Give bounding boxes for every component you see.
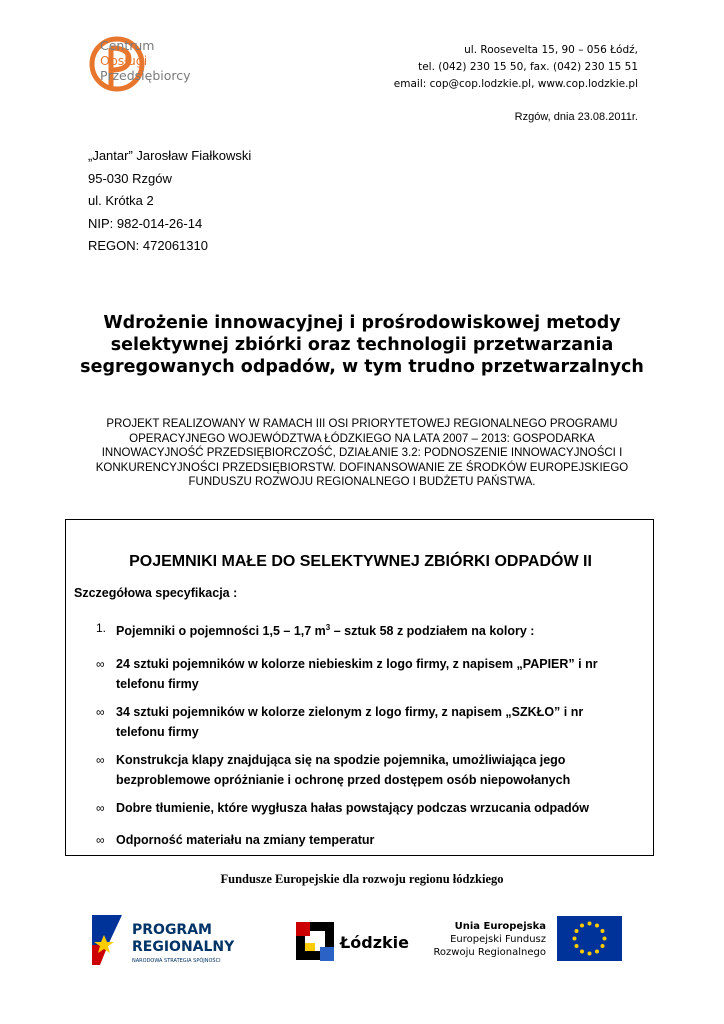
recipient-nip: NIP: 982-014-26-14 <box>88 215 203 231</box>
list-item <box>96 798 626 818</box>
specification-box <box>65 519 654 856</box>
list-item <box>96 702 626 742</box>
infinity-bullet-icon: ∞ <box>96 753 105 767</box>
eu-star-icon <box>595 950 599 954</box>
recipient-name: „Jantar” Jarosław Fiałkowski <box>88 148 252 163</box>
project-info: PROJEKT REALIZOWANY W RAMACH III OSI PRIORYTETOWEJ REGIONALNEGO PROGRAMU OPERACYJNEGO WOJEWÓDZTWA ŁÓDZKIEGO NA LATA 2007 – 2013: GOSPODARKA INNOWACYJNOŚĆ PRZEDSIĘBIORCZOŚĆ, DZIAŁANIE 3.2: PODNOSZENIE INNOWACYJNOŚCI I KONKURENCYJNOŚCI PRZEDSIĘBIORSTW. DOFINANSOWANIE ZE ŚRODKÓW EUROPEJSKIEGO FUNDUSZU ROZWOJU REGIONALNEGO I BUDŻETU PAŃSTWA. <box>95 418 629 488</box>
recipient-postal: 95-030 Rzgów <box>88 170 172 186</box>
spec-label: Szczegółowa specyfikacja : <box>74 586 238 600</box>
eu-line-3: Rozwoju Regionalnego <box>433 947 546 958</box>
eu-star-icon <box>580 924 584 928</box>
eu-star-icon <box>601 944 605 948</box>
list-item <box>96 750 626 790</box>
eu-star-icon <box>573 937 577 941</box>
infinity-bullet-icon: ∞ <box>96 705 105 719</box>
item1-sup: 3 <box>325 623 331 632</box>
infinity-bullet-icon: ∞ <box>96 657 105 671</box>
item1-text-a: Pojemniki o pojemności 1,5 – 1,7 m <box>116 624 326 639</box>
list-item-text: Odporność materiału na zmiany temperatur <box>116 833 375 847</box>
eu-flag-icon <box>557 916 622 961</box>
list-item-1 <box>96 618 626 641</box>
eu-star-icon <box>601 929 605 933</box>
list-item-text: Konstrukcja klapy znajdująca się na spodzie pojemnika, umożliwiająca jego bezproblemowe opróżnianie i ochronę przed dostępem osób niepowołanych <box>116 753 571 787</box>
eu-star-icon <box>580 950 584 954</box>
contact-email: email: cop@cop.lodzkie.pl, www.cop.lodzkie.pl <box>393 78 638 90</box>
list-item-text: 34 sztuki pojemników w kolorze zielonym z logo firmy, z napisem „SZKŁO” i nr telefonu firmy <box>116 705 584 739</box>
box-title: POJEMNIKI MAŁE DO SELEKTYWNEJ ZBIÓRKI ODPADÓW II <box>129 553 592 570</box>
program-line-1: PROGRAM <box>132 922 212 938</box>
list-item <box>96 830 626 850</box>
document-date: Rzgów, dnia 23.08.2011r. <box>514 111 638 123</box>
lodzkie-text: Łódzkie <box>340 933 410 952</box>
logo-text <box>100 38 191 83</box>
eu-star-icon <box>603 937 607 941</box>
document-title: Wdrożenie innowacyjnej i prośrodowiskowej metody selektywnej zbiórki oraz technologii przetwarzania segregowanych odpadów, w tym trudno przetwarzalnych <box>80 313 644 377</box>
eu-text <box>433 921 546 958</box>
eu-star-icon <box>575 944 579 948</box>
contact-block <box>394 42 638 93</box>
list-item-text: Dobre tłumienie, które wygłusza hałas powstający podczas wrzucania odpadów <box>116 801 590 815</box>
infinity-bullet-icon: ∞ <box>96 833 105 847</box>
program-regionalny-logo-icon <box>92 915 235 965</box>
logo-line-1: Centrum <box>100 38 155 53</box>
contact-phone: tel. (042) 230 15 50, fax. (042) 230 15 51 <box>418 61 638 73</box>
recipient-street: ul. Krótka 2 <box>88 193 154 208</box>
eu-line-1: Unia Europejska <box>454 921 546 932</box>
infinity-bullet-icon: ∞ <box>96 801 105 815</box>
recipient-block <box>88 145 251 258</box>
lodzkie-logo-icon <box>296 922 409 961</box>
list-item-text: 24 sztuki pojemników w kolorze niebieskim z logo firmy, z napisem „PAPIER” i nr telefonu firmy <box>116 657 598 691</box>
eu-star-icon <box>588 952 592 956</box>
funds-line: Fundusze Europejskie dla rozwoju regionu łódzkiego <box>220 872 504 886</box>
eu-star-icon <box>588 922 592 926</box>
eu-star-icon <box>595 924 599 928</box>
list-number: 1. <box>96 621 107 635</box>
program-line-3: NARODOWA STRATEGIA SPÓJNOŚCI <box>132 958 221 964</box>
item1-text-b: – sztuk 58 z podziałem na kolory : <box>330 624 535 639</box>
recipient-regon: REGON: 472061310 <box>88 238 208 253</box>
logo-line-2: Obsługi <box>100 53 148 68</box>
program-line-2: REGIONALNY <box>132 939 235 955</box>
logo-line-3: Przedsiębiorcy <box>100 68 191 83</box>
contact-address: ul. Roosevelta 15, 90 – 056 Łódź, <box>464 44 638 56</box>
list-item <box>96 654 626 694</box>
eu-line-2: Europejski Fundusz <box>450 934 546 945</box>
eu-star-icon <box>575 929 579 933</box>
footer-logos <box>0 905 724 975</box>
